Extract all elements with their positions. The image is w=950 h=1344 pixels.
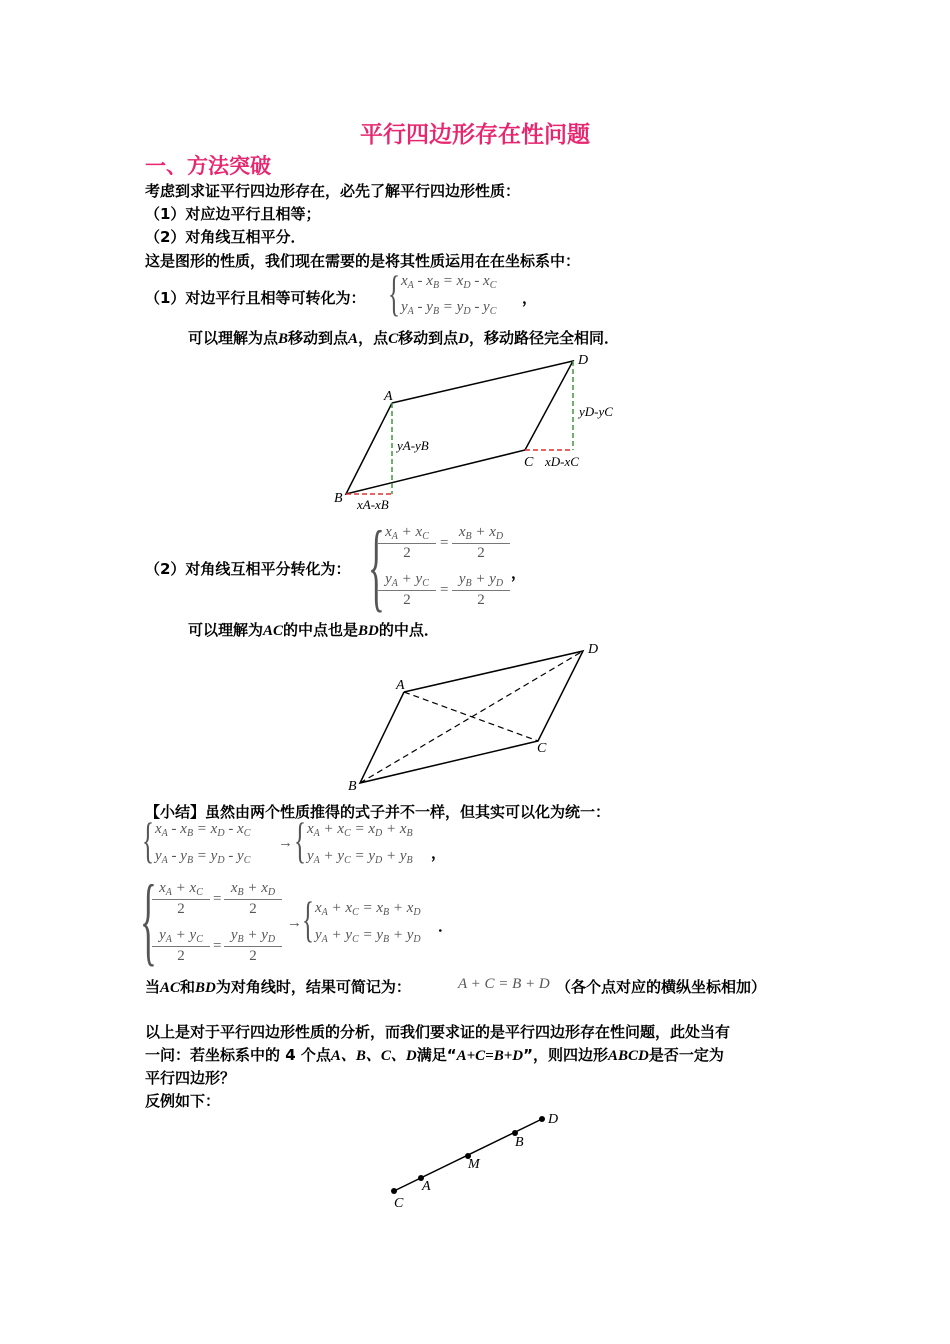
p1-label: （1）对边平行且相等可转化为： xyxy=(145,289,366,307)
sum1-res-row2: $y_A + y_C = y_D + y_B$ xyxy=(307,848,413,866)
sum-frac-xa-xc: $\frac{x_A + x_C}{2}$ xyxy=(152,880,210,918)
brace-5: { xyxy=(140,864,157,975)
simplify-note: （各个点对应的横纵坐标相加） xyxy=(556,978,767,996)
p2-note: 可以理解为AC的中点也是BD的中点． xyxy=(188,621,439,639)
p2-label: （2）对角线互相平分转化为： xyxy=(145,560,351,578)
frac-yb-yd: $\frac{y_B + y_D}{2}$ xyxy=(452,571,510,609)
counter-example-label: 反例如下： xyxy=(145,1092,221,1110)
frac-eq-2: = xyxy=(440,582,449,598)
label-yd-yc: yD-yC xyxy=(579,404,613,419)
brace-4: { xyxy=(294,812,306,868)
arrow-2: → xyxy=(287,915,302,931)
label-a: A xyxy=(384,389,393,404)
label-ya-yb: yA-yB xyxy=(397,438,429,453)
sum1-row2: $y_A - y_B = y_D - y_C$ xyxy=(155,848,251,866)
frac-xb-xd: $\frac{x_B + x_D}{2}$ xyxy=(452,524,510,562)
property-2: （2）对角线互相平分． xyxy=(145,228,306,246)
label-d-3: D xyxy=(548,1112,559,1127)
label-b: B xyxy=(334,491,343,506)
paragraph-line-3: 平行四边形？ xyxy=(145,1069,236,1087)
label-c-3: C xyxy=(394,1196,404,1211)
eq2-comma: ， xyxy=(511,564,527,582)
brace-6: { xyxy=(302,891,314,947)
figure-parallelogram-diagonals xyxy=(330,640,620,800)
label-d: D xyxy=(578,353,589,368)
paragraph-line-1: 以上是对于平行四边形性质的分析，而我们要求证的是平行四边形存在性问题，此处当有 xyxy=(145,1023,731,1041)
sum2-period: ． xyxy=(438,917,454,935)
summary-text: 【小结】虽然由两个性质推得的式子并不一样，但其实可以化为统一： xyxy=(145,803,611,821)
label-xa-xb: xA-xB xyxy=(357,497,389,512)
sum1-row1: $x_A - x_B = x_D - x_C$ xyxy=(155,821,251,839)
page-title: 平行四边形存在性问题 xyxy=(360,122,590,148)
sum-frac-eq-1: = xyxy=(213,891,222,907)
parallelogram-abcd xyxy=(346,361,573,494)
point-c xyxy=(391,1188,397,1194)
sum2-res-row1: $x_A + x_C = x_B + x_D$ xyxy=(315,900,421,918)
sum1-comma: ， xyxy=(431,844,447,862)
label-c-2: C xyxy=(537,741,547,756)
sum2-res-row2: $y_A + y_C = y_B + y_D$ xyxy=(315,927,421,945)
brace-3: { xyxy=(142,812,154,868)
simplify-expr: A + C = B + D xyxy=(458,976,550,992)
figure-collinear-counterexample xyxy=(380,1105,580,1215)
sum-frac-eq-2: = xyxy=(213,938,222,954)
label-c: C xyxy=(524,455,534,470)
sum1-res-row1: $x_A + x_C = x_D + x_B$ xyxy=(307,821,413,839)
diagonal-ac xyxy=(404,692,538,741)
sum-frac-yb-yd: $\frac{y_B + y_D}{2}$ xyxy=(224,927,282,965)
apply-text: 这是图形的性质，我们现在需要的是将其性质运用在在坐标系中： xyxy=(145,252,581,270)
sum-frac-xb-xd: $\frac{x_B + x_D}{2}$ xyxy=(224,880,282,918)
paragraph-line-2: 一问：若坐标系中的 4 个点A、B、C、D满足“A+C=B+D”，则四边形ABCD是否一定为 xyxy=(145,1046,724,1064)
figure-parallelogram-translation xyxy=(320,350,640,520)
frac-xa-xc: $\frac{x_A + x_C}{2}$ xyxy=(378,524,436,562)
frac-eq-1: = xyxy=(440,535,449,551)
label-xd-xc: xD-xC xyxy=(545,454,579,469)
label-d-2: D xyxy=(588,642,599,657)
eq1-comma: ， xyxy=(522,289,538,307)
arrow-1: → xyxy=(278,835,293,851)
point-d xyxy=(539,1116,545,1122)
label-m-3: M xyxy=(468,1157,480,1172)
section-heading: 一、方法突破 xyxy=(145,154,271,178)
brace-1: { xyxy=(388,265,400,321)
label-b-3: B xyxy=(515,1135,524,1150)
property-1: （1）对应边平行且相等； xyxy=(145,205,321,223)
eq1-row2: $y_A - y_B = y_D - y_C$ xyxy=(401,299,497,317)
sum-frac-ya-yc: $\frac{y_A + y_C}{2}$ xyxy=(152,927,210,965)
eq1-row1: $x_A - x_B = x_D - x_C$ xyxy=(401,273,497,291)
label-a-2: A xyxy=(396,678,405,693)
simplify-text: 当AC和BD为对角线时，结果可简记为： xyxy=(145,978,411,996)
brace-2: { xyxy=(368,510,385,621)
frac-ya-yc: $\frac{y_A + y_C}{2}$ xyxy=(378,571,436,609)
label-b-2: B xyxy=(348,779,357,794)
intro-text: 考虑到求证平行四边形存在，必先了解平行四边形性质： xyxy=(145,182,521,200)
label-a-3: A xyxy=(422,1179,431,1194)
p1-note: 可以理解为点B移动到点A，点C移动到点D，移动路径完全相同． xyxy=(188,329,619,347)
